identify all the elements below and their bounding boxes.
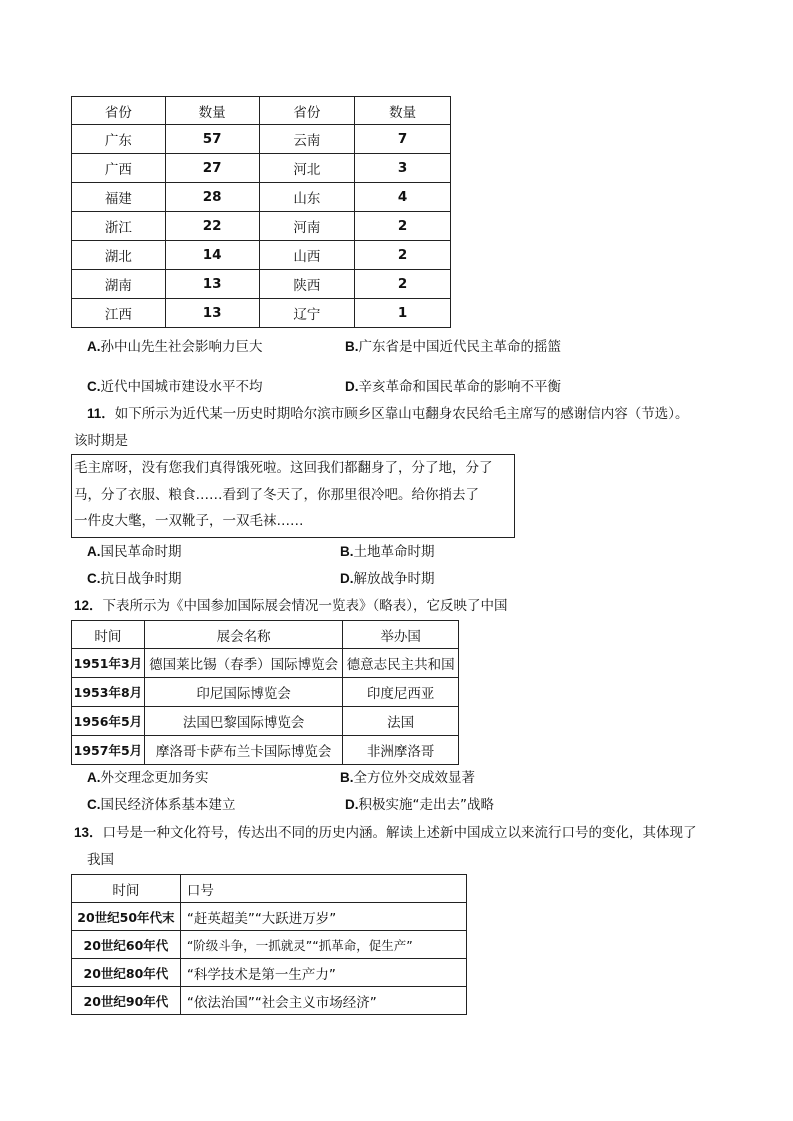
cell: 河北 [259, 154, 355, 183]
option-text: 土地革命时期 [353, 544, 435, 560]
cell: 1956年5月 [72, 707, 145, 736]
option-key: B. [340, 770, 354, 785]
table-row [72, 959, 467, 987]
option-text: 国民革命时期 [100, 544, 182, 560]
option-text: 国民经济体系基本建立 [100, 797, 236, 813]
cell: 14 [165, 241, 259, 270]
option-text: 积极实施“走出去”战略 [358, 797, 494, 813]
option-c[interactable] [87, 793, 236, 813]
question-text: 该时期是 [74, 433, 128, 449]
option-a[interactable] [87, 766, 209, 786]
letter-line: 毛主席呀，没有您我们真得饿死啦。这回我们都翻身了，分了地，分了 [74, 460, 493, 476]
question-text: 如下所示为近代某一历史时期哈尔滨市顾乡区靠山屯翻身农民给毛主席写的感谢信内容（节选）。 [114, 406, 689, 422]
cell: 2 [355, 212, 451, 241]
table-header-row [72, 875, 467, 903]
question-text: 我国 [87, 852, 114, 868]
option-key: A. [87, 544, 101, 559]
table-row [72, 299, 451, 328]
option-key: D. [345, 379, 359, 394]
option-text: 近代中国城市建设水平不均 [100, 379, 263, 395]
header-cell: 时间 [72, 621, 145, 649]
header-cell: 数量 [165, 97, 259, 125]
cell: 德意志民主共和国 [343, 649, 459, 678]
option-text: 辛亥革命和国民革命的影响不平衡 [358, 379, 561, 395]
table-row [72, 903, 467, 931]
question-11-stem-cont [74, 429, 128, 449]
cell: 1953年8月 [72, 678, 145, 707]
option-d[interactable] [340, 567, 435, 587]
cell: 江西 [72, 299, 166, 328]
header-cell: 省份 [259, 97, 355, 125]
option-key: A. [87, 339, 101, 354]
header-cell: 省份 [72, 97, 166, 125]
cell: 辽宁 [259, 299, 355, 328]
cell: 27 [165, 154, 259, 183]
cell: 湖南 [72, 270, 166, 299]
option-text: 全方位外交成效显著 [353, 770, 475, 786]
cell: 4 [355, 183, 451, 212]
option-text: 解放战争时期 [353, 571, 435, 587]
option-b[interactable] [340, 540, 435, 560]
header-cell: 口号 [180, 875, 466, 903]
cell: 2 [355, 270, 451, 299]
cell: “赶英超美”“大跃进万岁” [180, 903, 466, 931]
table-row [72, 707, 459, 736]
option-d[interactable] [345, 375, 561, 395]
cell: 云南 [259, 125, 355, 154]
header-cell: 时间 [72, 875, 181, 903]
cell: 20世纪60年代 [72, 931, 181, 959]
question-13-stem [74, 821, 697, 841]
cell: 13 [165, 270, 259, 299]
table-row [72, 212, 451, 241]
table-header-row [72, 97, 451, 125]
option-text: 广东省是中国近代民主革命的摇篮 [358, 339, 561, 355]
cell: 浙江 [72, 212, 166, 241]
option-text: 抗日战争时期 [100, 571, 182, 587]
cell: 湖北 [72, 241, 166, 270]
cell: 陕西 [259, 270, 355, 299]
cell: “阶级斗争，一抓就灵”“抓革命，促生产” [180, 931, 466, 959]
cell: 1951年3月 [72, 649, 145, 678]
cell: 20世纪50年代末 [72, 903, 181, 931]
cell: 22 [165, 212, 259, 241]
province-count-table [71, 96, 451, 328]
letter-excerpt-box [71, 454, 515, 538]
option-key: D. [345, 797, 359, 812]
table-row [72, 183, 451, 212]
option-a[interactable] [87, 540, 182, 560]
question-number: 13． [74, 825, 103, 840]
header-cell: 数量 [355, 97, 451, 125]
option-c[interactable] [87, 375, 263, 395]
question-number: 11． [87, 406, 115, 421]
question-12-stem [74, 594, 508, 614]
expo-table [71, 620, 459, 765]
option-c[interactable] [87, 567, 182, 587]
cell: 印度尼西亚 [343, 678, 459, 707]
cell: 福建 [72, 183, 166, 212]
question-text: 下表所示为《中国参加国际展会情况一览表》（略表），它反映了中国 [102, 598, 508, 614]
cell: 摩洛哥卡萨布兰卡国际博览会 [144, 736, 343, 765]
table-row [72, 125, 451, 154]
option-key: C. [87, 379, 101, 394]
question-13-stem-cont [87, 848, 114, 868]
question-11-stem [87, 402, 689, 422]
option-key: A. [87, 770, 101, 785]
cell: 13 [165, 299, 259, 328]
cell: 20世纪80年代 [72, 959, 181, 987]
option-key: B. [340, 544, 354, 559]
cell: 法国 [343, 707, 459, 736]
cell: 法国巴黎国际博览会 [144, 707, 343, 736]
cell: 广西 [72, 154, 166, 183]
option-key: B. [345, 339, 359, 354]
cell: 广东 [72, 125, 166, 154]
cell: 3 [355, 154, 451, 183]
cell: 1957年5月 [72, 736, 145, 765]
option-a[interactable] [87, 335, 263, 355]
cell: 山西 [259, 241, 355, 270]
option-text: 外交理念更加务实 [100, 770, 209, 786]
slogan-table [71, 874, 467, 1015]
cell: 2 [355, 241, 451, 270]
table-row [72, 270, 451, 299]
cell: “依法治国”“社会主义市场经济” [180, 987, 466, 1015]
option-key: D. [340, 571, 354, 586]
cell: 20世纪90年代 [72, 987, 181, 1015]
header-cell: 展会名称 [144, 621, 343, 649]
cell: 57 [165, 125, 259, 154]
letter-line: 一件皮大氅，一双靴子，一双毛袜…… [74, 513, 304, 529]
option-d[interactable] [345, 793, 494, 813]
table-header-row [72, 621, 459, 649]
option-key: C. [87, 797, 101, 812]
cell: 德国莱比锡（春季）国际博览会 [144, 649, 343, 678]
header-cell: 举办国 [343, 621, 459, 649]
table-row [72, 649, 459, 678]
cell: 山东 [259, 183, 355, 212]
letter-line: 马，分了衣服、粮食……看到了冬天了，你那里很冷吧。给你捎去了 [74, 486, 479, 503]
question-text: 口号是一种文化符号，传达出不同的历史内涵。解读上述新中国成立以来流行口号的变化，其体现了 [102, 825, 697, 841]
cell: “科学技术是第一生产力” [180, 959, 466, 987]
option-text: 孙中山先生社会影响力巨大 [100, 339, 263, 355]
table-row [72, 931, 467, 959]
table-row [72, 987, 467, 1015]
cell: 28 [165, 183, 259, 212]
question-number: 12． [74, 598, 103, 613]
table-row [72, 736, 459, 765]
cell: 河南 [259, 212, 355, 241]
cell: 7 [355, 125, 451, 154]
option-b[interactable] [345, 335, 561, 355]
option-b[interactable] [340, 766, 475, 786]
option-key: C. [87, 571, 101, 586]
table-row [72, 241, 451, 270]
cell: 印尼国际博览会 [144, 678, 343, 707]
table-row [72, 678, 459, 707]
cell: 非洲摩洛哥 [343, 736, 459, 765]
cell: 1 [355, 299, 451, 328]
table-row [72, 154, 451, 183]
